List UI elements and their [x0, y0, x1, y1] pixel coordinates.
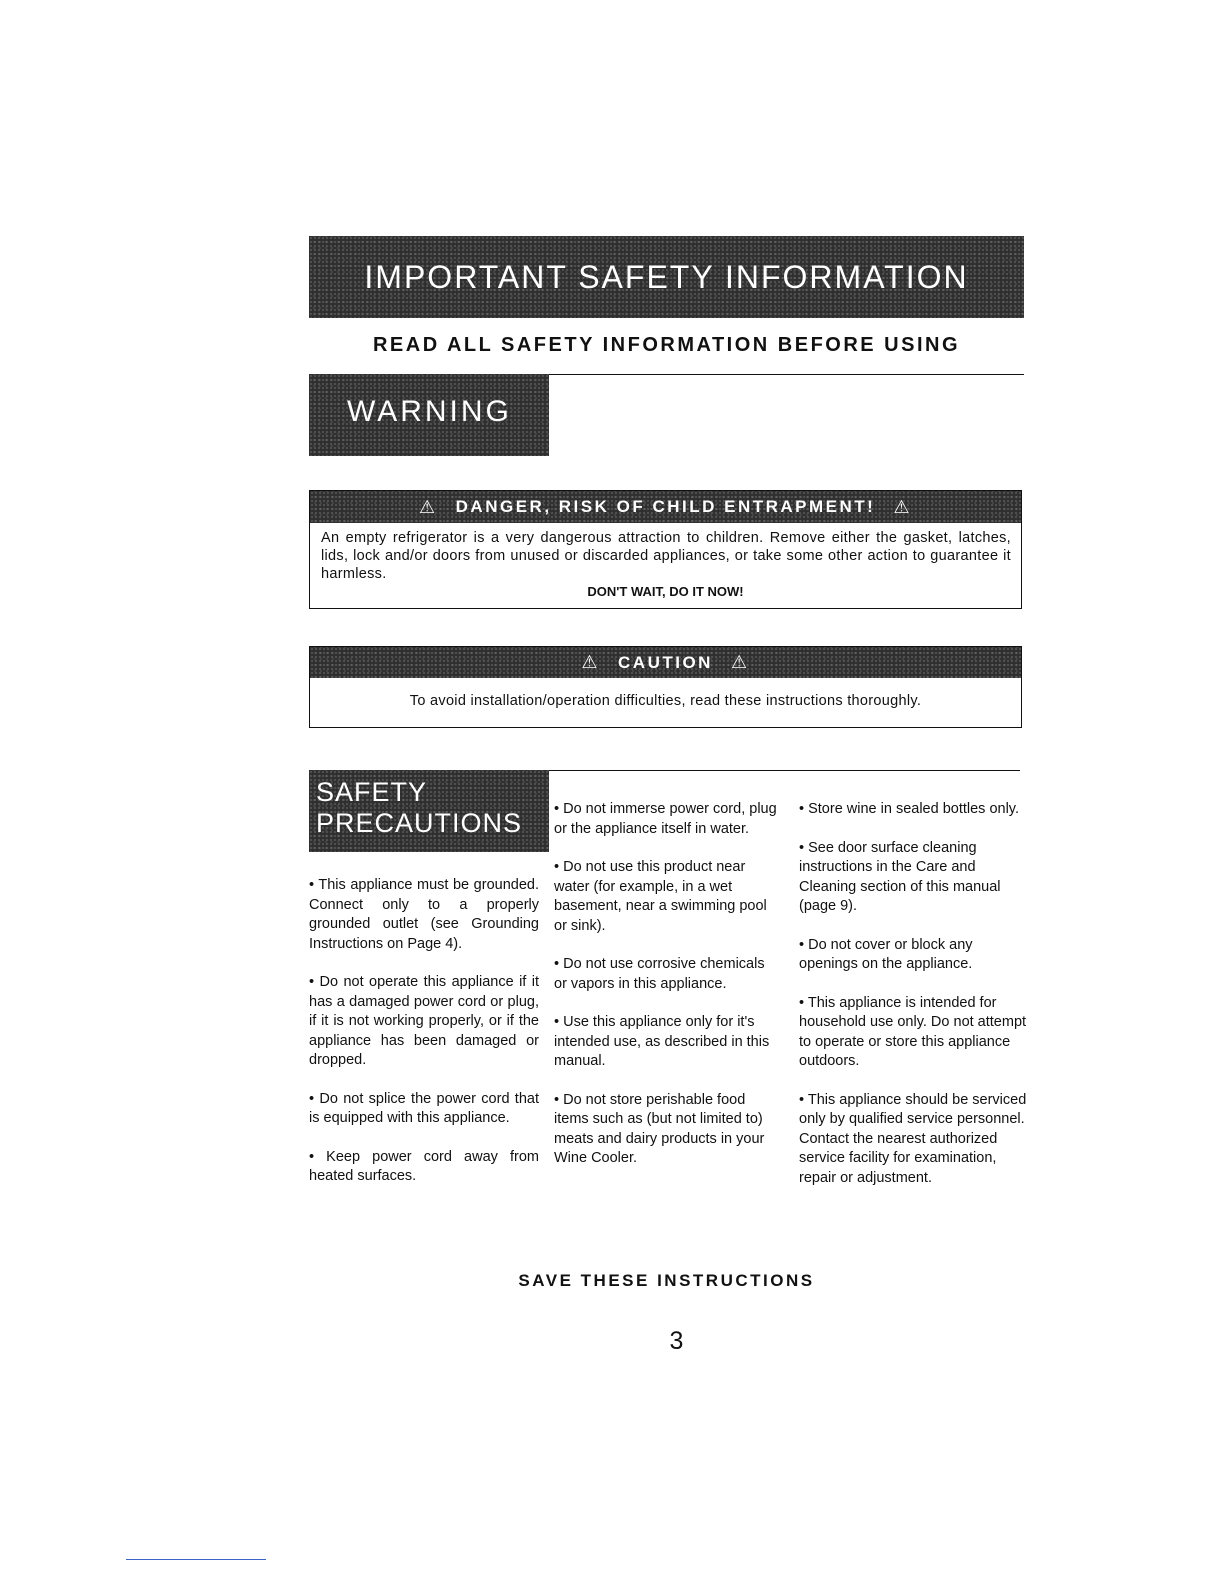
- danger-title-bar: [310, 491, 1021, 523]
- precaution-item: • Use this appliance only for it's intended use, as described in this manual.: [554, 1014, 770, 1069]
- caution-title: CAUTION: [618, 652, 713, 672]
- warning-triangle-icon: ⚠: [419, 496, 438, 517]
- danger-notice: [309, 490, 1022, 609]
- precautions-label: PRECAUTIONS: [316, 808, 523, 838]
- safety-label: SAFETY: [316, 777, 428, 807]
- precaution-item: • Do not use corrosive chemicals or vapors in this appliance.: [554, 956, 765, 992]
- precaution-item: • Do not cover or block any openings on the appliance.: [799, 936, 973, 972]
- precaution-item: • Do not operate this appliance if it has a damaged power cord or plug, if it is not working properly, or if the appliance has been damaged or dropped.: [309, 974, 539, 1068]
- precaution-item: • This appliance must be grounded. Connect only to a properly grounded outlet (see Grounding Instructions on Page 4).: [309, 877, 539, 952]
- precaution-item: • See door surface cleaning instructions in the Care and Cleaning section of this manual (page 9).: [799, 839, 1001, 914]
- caution-notice: [309, 646, 1022, 728]
- precaution-item: • Do not store perishable food items such as (but not limited to) meats and dairy products in your Wine Cooler.: [554, 1091, 765, 1166]
- precaution-item: • Do not splice the power cord that is equipped with this appliance.: [309, 1090, 539, 1126]
- precaution-item: • Do not use this product near water (for example, in a wet basement, near a swimming pool or sink).: [554, 859, 767, 934]
- caution-text: To avoid installation/operation difficulties, read these instructions thoroughly.: [409, 693, 922, 709]
- caution-title-bar: [310, 647, 1021, 678]
- safety-precautions-label-box: [309, 770, 549, 852]
- page-number: 3: [669, 1327, 684, 1355]
- warning-label: WARNING: [347, 395, 512, 428]
- precaution-item: • Store wine in sealed bottles only.: [799, 801, 1020, 817]
- page-title: IMPORTANT SAFETY INFORMATION: [364, 258, 969, 295]
- title-banner: [309, 236, 1024, 318]
- save-instructions-heading: SAVE THESE INSTRUCTIONS: [518, 1271, 815, 1290]
- precaution-item: • This appliance is intended for household use only. Do not attempt to operate or store this appliance outdoors.: [799, 994, 1027, 1069]
- read-all-heading: READ ALL SAFETY INFORMATION BEFORE USING: [372, 334, 961, 356]
- precautions-column-3: [799, 800, 1031, 1207]
- warning-triangle-icon: ⚠: [893, 496, 912, 517]
- danger-emphasis: DON'T WAIT, DO IT NOW!: [587, 584, 744, 599]
- footer-rule: [126, 1559, 266, 1560]
- divider: [549, 770, 1020, 771]
- precaution-item: • Do not immerse power cord, plug or the appliance itself in water.: [554, 801, 777, 837]
- danger-title: DANGER, RISK OF CHILD ENTRAPMENT!: [455, 497, 876, 516]
- precautions-column-1: [309, 876, 539, 1206]
- warning-triangle-icon: ⚠: [730, 652, 750, 672]
- warning-label-box: [309, 374, 549, 456]
- divider: [549, 374, 1024, 375]
- precaution-item: • This appliance should be serviced only by qualified service personnel. Contact the nearest authorized service facility for examination, repair or adjustment.: [799, 1091, 1027, 1186]
- danger-text: An empty refrigerator is a very dangerous attraction to children. Remove either the gasket, latches, lids, lock and/or doors from unused or discarded appliances, or take some other action to guarantee it harmless.: [321, 530, 1011, 582]
- warning-triangle-icon: ⚠: [581, 652, 601, 672]
- precaution-item: • Keep power cord away from heated surfaces.: [309, 1148, 539, 1184]
- precautions-column-2: [554, 800, 779, 1188]
